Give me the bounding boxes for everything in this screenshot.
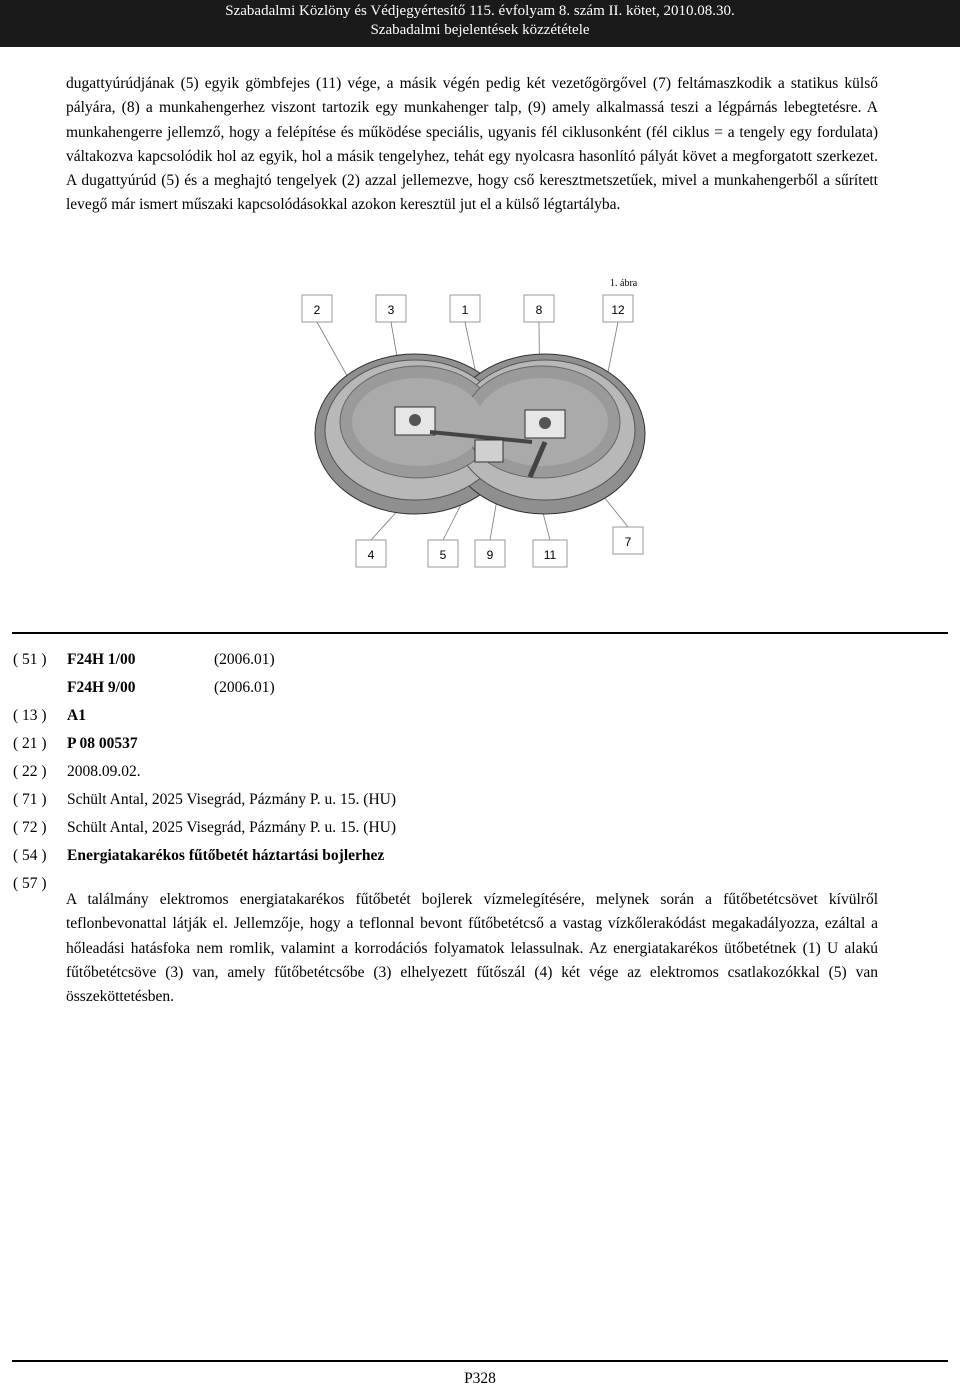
svg-text:3: 3	[387, 303, 395, 317]
svg-text:9: 9	[486, 548, 494, 562]
figure-label-top-2	[376, 295, 406, 322]
svg-text:5: 5	[439, 548, 447, 562]
field-54-code: ( 54 )	[13, 847, 47, 864]
svg-text:12: 12	[611, 303, 625, 317]
journal-title: Szabadalmi Közlöny és Védjegyértesítő 115. évfolyam 8. szám II. kötet, 2010.08.30.	[225, 3, 735, 19]
section-title: Szabadalmi bejelentések közzététele	[370, 22, 590, 38]
figure-1	[300, 272, 650, 572]
field-51-class-2: F24H 9/00	[67, 679, 136, 696]
svg-text:7: 7	[624, 535, 632, 549]
field-22-value: 2008.09.02.	[67, 763, 141, 780]
field-71-value: Schült Antal, 2025 Visegrád, Pázmány P. u. 15. (HU)	[67, 791, 396, 808]
field-13-code: ( 13 )	[13, 707, 47, 724]
field-71-code: ( 71 )	[13, 791, 47, 808]
field-22-code: ( 22 )	[13, 763, 47, 780]
field-72-value: Schült Antal, 2025 Visegrád, Pázmány P. u. 15. (HU)	[67, 819, 396, 836]
field-51-year-2: (2006.01)	[214, 679, 275, 696]
svg-text:8: 8	[535, 303, 543, 317]
figure-label-bottom-2	[428, 540, 458, 567]
field-72-code: ( 72 )	[13, 819, 47, 836]
figure-label-top-3	[450, 295, 480, 322]
page-number: P328	[464, 1370, 496, 1387]
svg-text:4: 4	[367, 548, 375, 562]
figure-caption: 1. ábra	[610, 278, 638, 289]
page-header	[0, 0, 960, 47]
working-cylinder-drawing	[315, 354, 645, 514]
svg-text:1: 1	[461, 303, 469, 317]
intro-paragraph: dugattyúrúdjának (5) egyik gömbfejes (11) vége, a másik végén pedig két vezetőgörgővel (7) feltámaszkodik a statikus külső pályára, (8) a munkahengerhez viszont tartozik egy munkahenger talp, (9) amely alkalmassá teszi a légpárnás lebegtetésre. A munkahengerre jellemző, hogy a felépítése és működése speciális, ugyanis fél ciklusonként (fél ciklus = a tengely egy fordulata) váltakozva kapcsolódik hol az egyik, hol a másik tengelyhez, tehát egy nyolcasra hasonlító pályát követ a megforgatott szerkezet. A dugattyúrúd (5) és a meghajtó tengelyek (2) azzal jellemezve, hogy cső keresztmetszetűek, mivel a munkahengerből a sűrített levegő már ismert műszaki kapcsolódásokkal azokon keresztül jut el a külső légtartályba.	[66, 75, 878, 214]
abstract-paragraph: A találmány elektromos energiatakarékos fűtőbetét bojlerek vízmelegítésére, melynek során a fűtőbetétcsövet kívülről teflonbevonattal látják el. Jellemzője, hogy a teflonnal bevont fűtőbetétcső a vastag vízkőlerakódást megakadályozza, ezáltal a hőleadási hatásfoka nem romlik, valamint a korrodációs folyamatok lelassulnak. Az energiatakarékos ütőbetétnek (1) U alakú fűtőbetétcsöve (3) van, amely fűtőbetétcsőbe (3) elhelyezett fűtőszál (4) két vége az elektromos csatlakozókkal (5) van összeköttetésben.	[66, 891, 878, 1006]
figure-label-bottom-4	[533, 540, 567, 567]
section-divider	[12, 632, 948, 634]
figure-label-top-4	[524, 295, 554, 322]
svg-text:11: 11	[543, 548, 557, 562]
field-21-code: ( 21 )	[13, 735, 47, 752]
field-51-class-1: F24H 1/00	[67, 651, 136, 668]
field-13-value: A1	[67, 707, 86, 724]
field-51-year-1: (2006.01)	[214, 651, 275, 668]
field-51-code: ( 51 )	[13, 651, 47, 668]
figure-label-bottom-5	[613, 527, 643, 554]
figure-label-bottom-1	[356, 540, 386, 567]
svg-text:2: 2	[313, 303, 321, 317]
footer-divider	[12, 1360, 948, 1362]
field-57-code: ( 57 )	[13, 875, 47, 892]
figure-label-top-5	[603, 295, 633, 322]
field-54-title: Energiatakarékos fűtőbetét háztartási bojlerhez	[67, 847, 385, 864]
field-21-value: P 08 00537	[67, 735, 138, 752]
figure-label-top-1	[302, 295, 332, 322]
figure-label-bottom-3	[475, 540, 505, 567]
